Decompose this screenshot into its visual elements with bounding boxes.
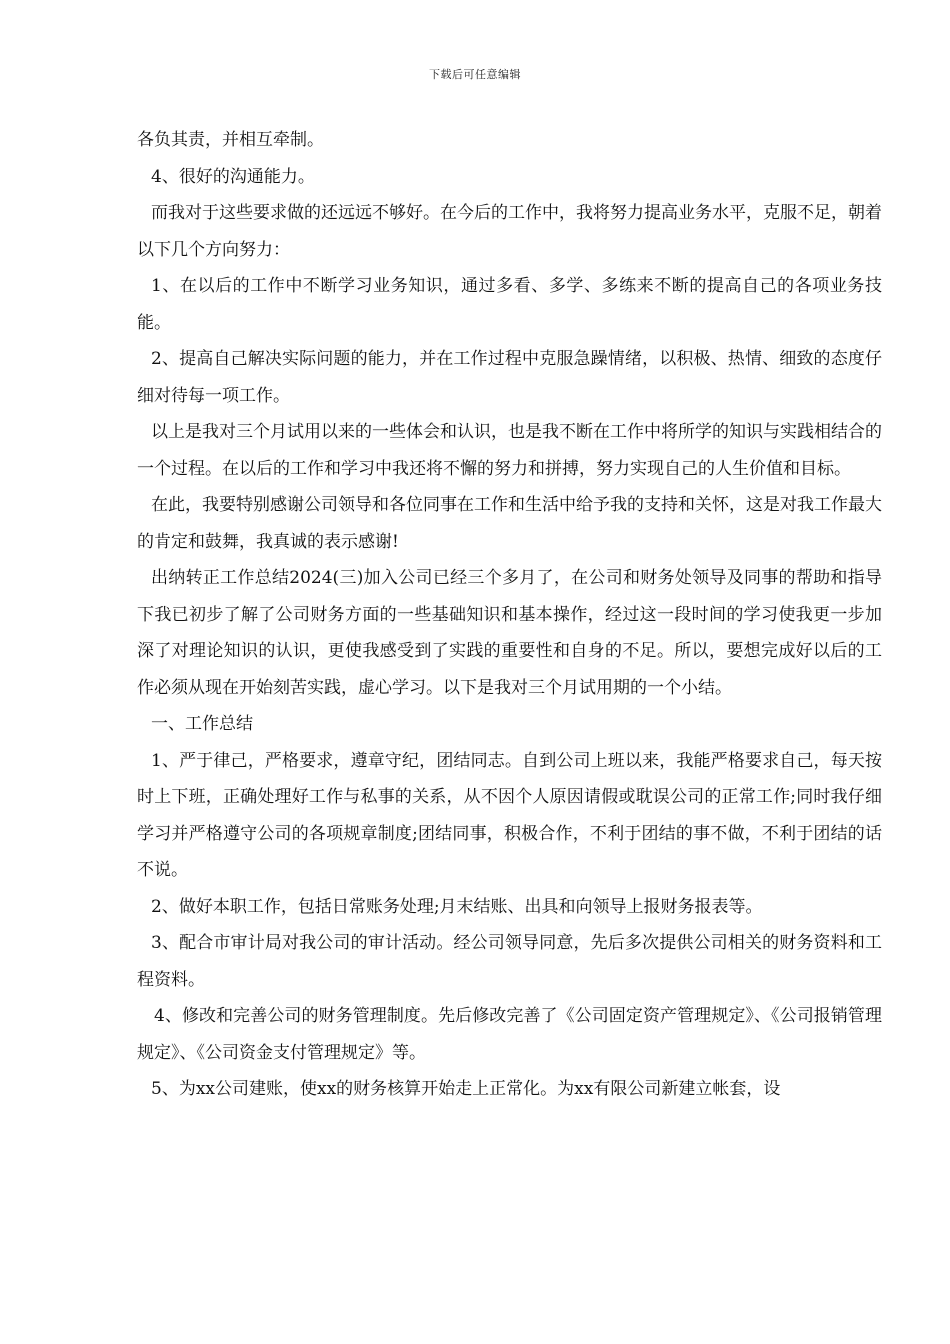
paragraph: 2、提高自己解决实际问题的能力，并在工作过程中克服急躁情绪，以积极、热情、细致的态度仔细对待每一项工作。	[137, 349, 882, 406]
paragraph: 以上是我对三个月试用以来的一些体会和认识，也是我不断在工作中将所学的知识与实践相结合的一个过程。在以后的工作和学习中我还将不懈的努力和拼搏，努力实现自己的人生价值和目标。	[137, 422, 882, 479]
paragraph: 而我对于这些要求做的还远远不够好。在今后的工作中，我将努力提高业务水平，克服不足，朝着以下几个方向努力：	[137, 203, 882, 260]
paragraph: 在此，我要特别感谢公司领导和各位同事在工作和生活中给予我的支持和关怀，这是对我工作最大的肯定和鼓舞，我真诚的表示感谢!	[137, 495, 882, 552]
paragraph: 5、为xx公司建账，使xx的财务核算开始走上正常化。为xx有限公司新建立帐套，设	[151, 1079, 781, 1099]
paragraph: 出纳转正工作总结2024(三)加入公司已经三个多月了，在公司和财务处领导及同事的帮助和指导下我已初步了解了公司财务方面的一些基础知识和基本操作，经过这一段时间的学习使我更一步加深了对理论知识的认识，更使我感受到了实践的重要性和自身的不足。所以，要想完成好以后的工作必须从现在开始刻苦实践，虚心学习。以下是我对三个月试用期的一个小结。	[137, 568, 882, 698]
paragraph: 2、做好本职工作，包括日常账务处理;月末结账、出具和向领导上报财务报表等。	[151, 896, 763, 917]
paragraph: 1、严于律己，严格要求，遵章守纪，团结同志。自到公司上班以来，我能严格要求自己，每天按时上下班，正确处理好工作与私事的关系，从不因个人原因请假或耽误公司的正常工作;同时我仔细学习并严格遵守公司的各项规章制度;团结同事，积极合作，不利于团结的事不做，不利于团结的话不说。	[137, 750, 882, 880]
paragraph: 4、修改和完善公司的财务管理制度。先后修改完善了《公司固定资产管理规定》、《公司报销管理规定》、《公司资金支付管理规定》等。	[137, 1006, 882, 1063]
document-body	[137, 122, 882, 1108]
section-heading: 一、工作总结	[151, 714, 253, 734]
paragraph: 1、在以后的工作中不断学习业务知识，通过多看、多学、多练来不断的提高自己的各项业务技能。	[137, 276, 882, 333]
paragraph: 3、配合市审计局对我公司的审计活动。经公司领导同意，先后多次提供公司相关的财务资料和工程资料。	[137, 933, 882, 990]
paragraph: 各负其责，并相互牵制。	[137, 130, 324, 150]
page-header: 下载后可任意编辑	[429, 68, 521, 81]
paragraph: 4、很好的沟通能力。	[151, 166, 315, 187]
